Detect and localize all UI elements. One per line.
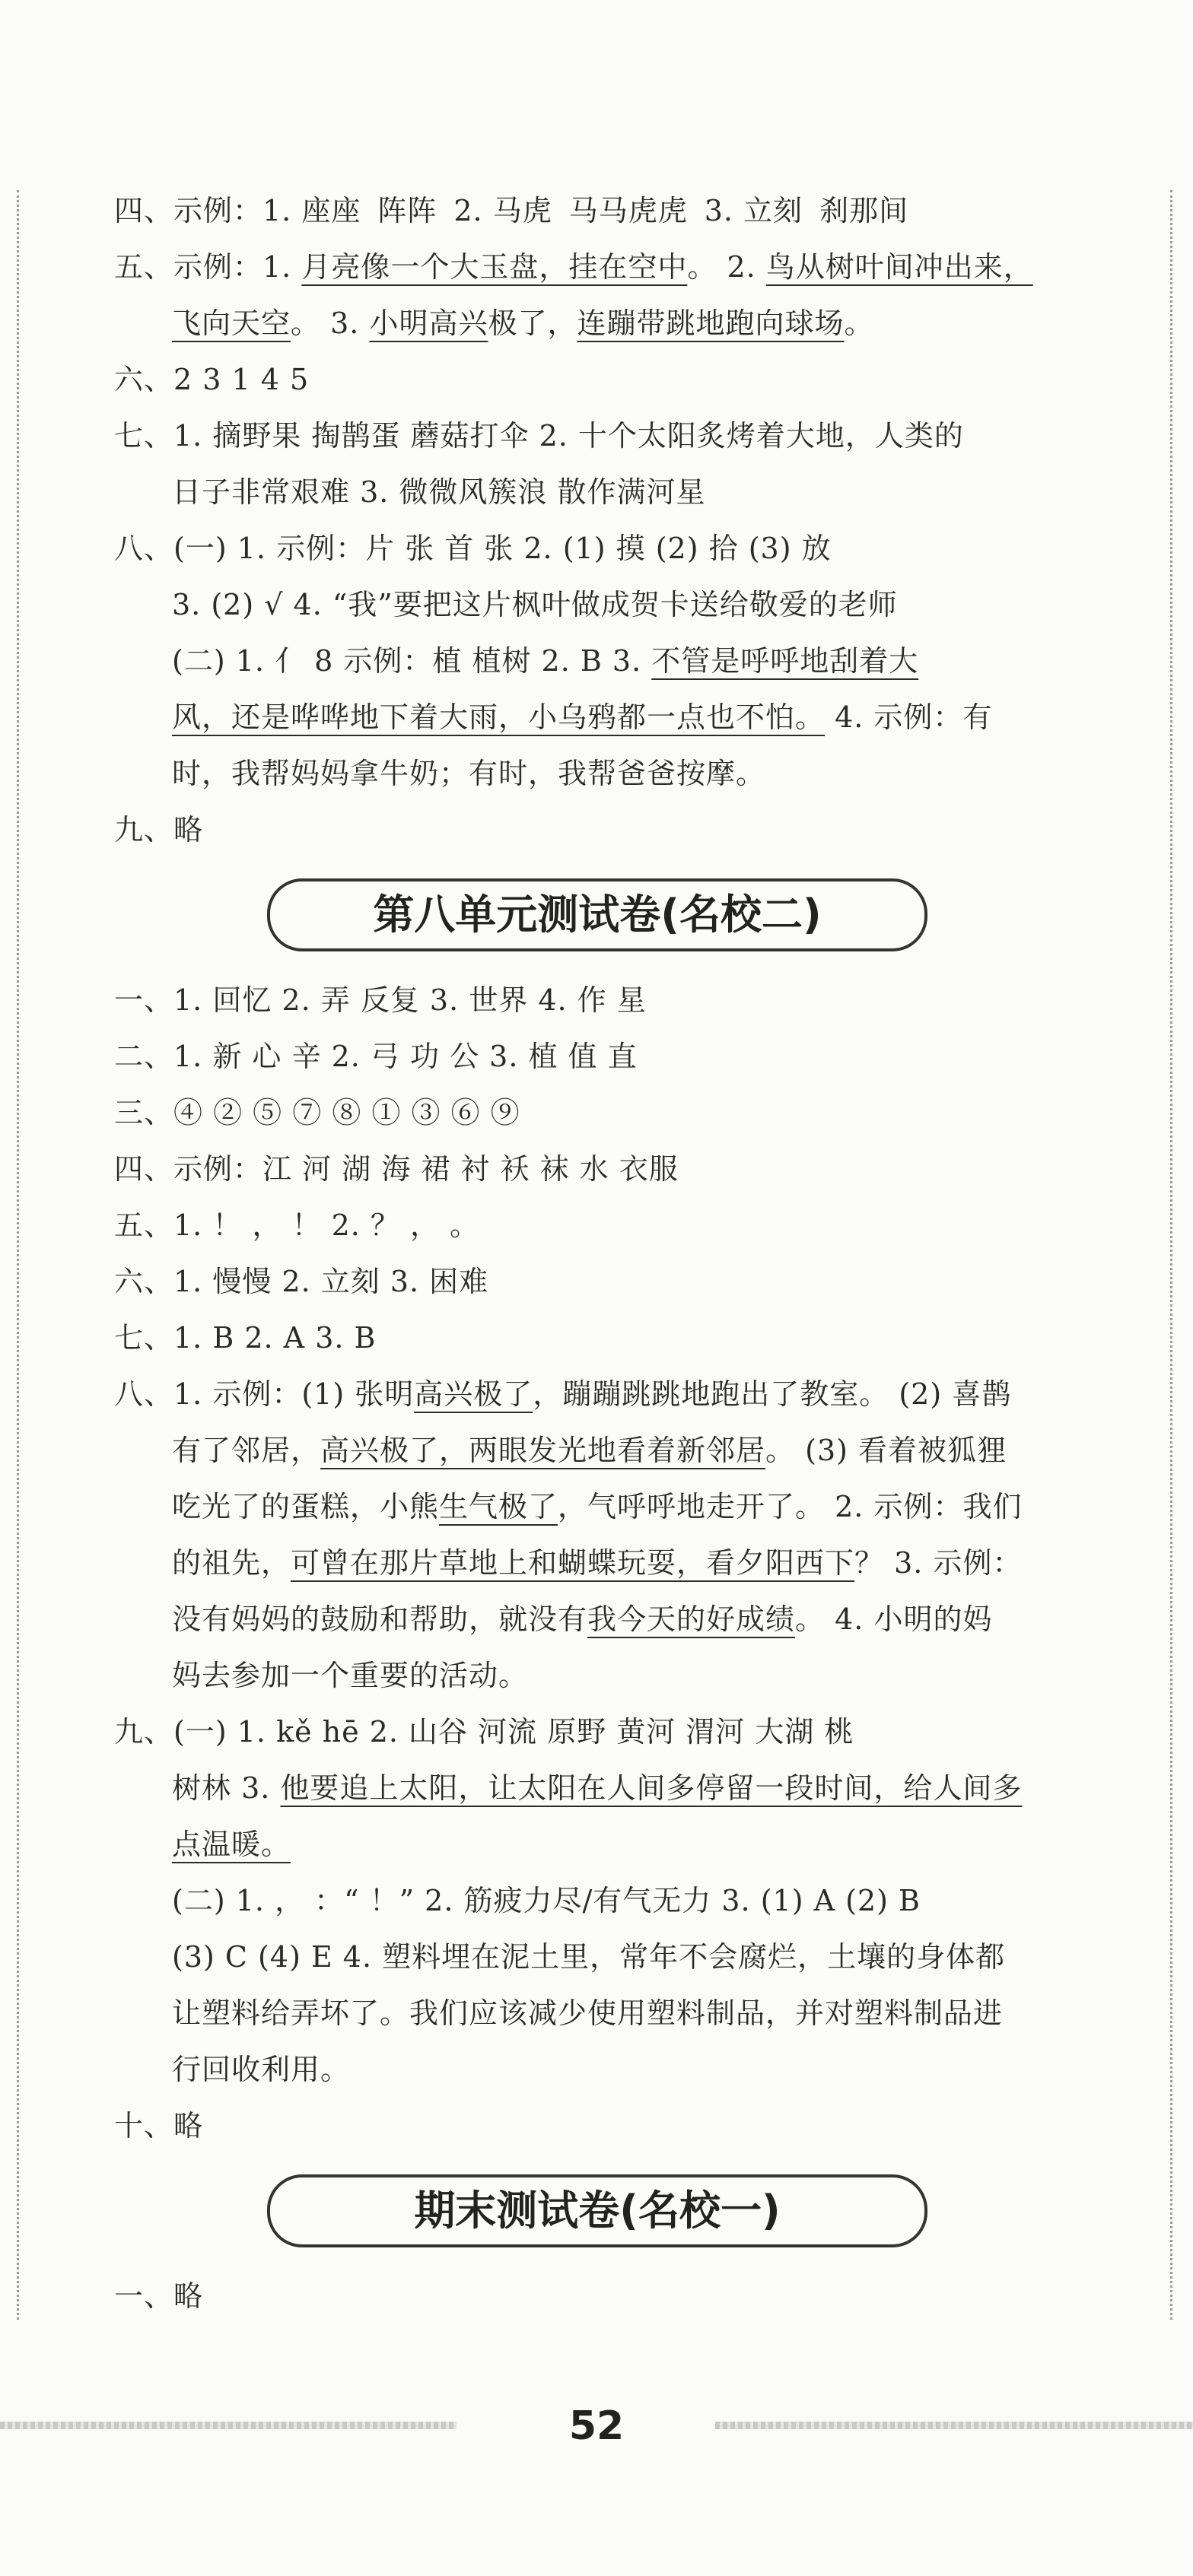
underlined-answer: ，两眼发光地看着新邻居 <box>439 1434 766 1467</box>
answer-line <box>114 1816 1080 1872</box>
underlined-answer: 点温暖。 <box>172 1828 291 1861</box>
underlined-answer: 高兴极了 <box>414 1377 533 1411</box>
answer-line: 六、2 3 1 4 5 <box>114 363 310 396</box>
content <box>114 183 1080 2324</box>
underlined-answer: 他要追上太阳，让太阳在人间多停留一段时间，给人间多 <box>280 1771 1023 1805</box>
underlined-answer: 风，还是哗哗地下着大雨，小乌鸦都一点也不怕。 <box>172 700 826 734</box>
section-title-wrap <box>114 2154 1080 2268</box>
answer-line: 一、1. 回忆 2. 弄 反复 3. 世界 4. 作 星 <box>114 983 647 1017</box>
section-title-wrap <box>114 858 1080 972</box>
section-title: 期末测试卷(名校一) <box>267 2174 927 2247</box>
underlined-answer: 飞向天空 <box>172 307 291 340</box>
answer-line: 时，我帮妈妈拿牛奶；有时，我帮爸爸按摩。 <box>172 757 766 790</box>
page-footer <box>0 2396 1193 2457</box>
answer-line: 二、1. 新 心 辛 2. 弓 功 公 3. 植 值 直 <box>114 1040 638 1073</box>
underlined-answer: 月亮像一个大玉盘，挂在空中 <box>301 250 688 284</box>
answer-line: 风，还是哗哗地下着大雨，小乌鸦都一点也不怕。 4. 示例：有 <box>172 700 993 734</box>
answer-line: 六、1. 慢慢 2. 立刻 3. 困难 <box>114 1265 489 1298</box>
answer-line: 八、1. 示例：(1) 张明高兴极了，蹦蹦跳跳地跑出了教室。 (2) 喜鹊 <box>114 1377 1012 1411</box>
footer-rule-left <box>0 2422 457 2429</box>
underlined-answer: 小明高兴 <box>369 307 488 340</box>
section-title: 第八单元测试卷(名校二) <box>267 878 927 951</box>
answer-line: (二) 1. ， ：“ ！” 2. 筋疲力尽/有气无力 3. (1) A (2) B <box>172 1884 921 1917</box>
underlined-answer: 连蹦带跳地跑向球场 <box>577 307 845 340</box>
answer-line: 四、示例：1. 座座 阵阵 2. 马虎 马马虎虎 3. 立刻 刹那间 <box>114 194 909 227</box>
answer-line: (二) 1. 亻 8 示例：植 植树 2. B 3. 不管是呼呼地刮着大 <box>172 644 919 678</box>
answer-line: 的祖先，可曾在那片草地上和蝴蝶玩耍，看夕阳西下？ 3. 示例： <box>172 1546 1023 1580</box>
answer-line: 三、④ ② ⑤ ⑦ ⑧ ① ③ ⑥ ⑨ <box>114 1096 520 1129</box>
underlined-answer: 鸟从树叶间冲出来， <box>765 250 1033 284</box>
answer-line: 没有妈妈的鼓励和帮助，就没有我今天的好成绩。 4. 小明的妈 <box>172 1602 993 1636</box>
page-number: 52 <box>568 2403 625 2449</box>
answer-line: 让塑料给弄坏了。我们应该减少使用塑料制品，并对塑料制品进 <box>172 1996 1004 2030</box>
answer-line: 树林 3. 他要追上太阳，让太阳在人间多停留一段时间，给人间多 <box>172 1771 1023 1805</box>
right-dotted-margin <box>1170 190 1172 2320</box>
answer-line: 五、1. ！ ， ！ 2. ？ ， 。 <box>114 1209 480 1242</box>
answer-line: 十、略 <box>114 2109 204 2142</box>
answer-line: 妈去参加一个重要的活动。 <box>172 1659 529 1692</box>
underlined-answer: 高兴极了 <box>320 1434 440 1467</box>
answer-line: 七、1. B 2. A 3. B <box>114 1321 377 1355</box>
answer-line: 吃光了的蛋糕，小熊生气极了，气呼呼地走开了。 2. 示例：我们 <box>172 1490 1023 1523</box>
underlined-answer: 我今天的好成绩 <box>587 1602 796 1636</box>
answer-line: 一、略 <box>114 2279 204 2313</box>
answer-line: 行回收利用。 <box>172 2053 351 2086</box>
underlined-answer: 不管是呼呼地刮着大 <box>651 644 919 678</box>
left-dotted-margin <box>17 190 19 2320</box>
answer-line: 四、示例：江 河 湖 海 裙 衬 袄 袜 水 衣服 <box>114 1152 679 1186</box>
answer-line: 七、1. 摘野果 掏鹊蛋 蘑菇打伞 2. 十个太阳炙烤着大地，人类的 <box>114 419 964 453</box>
answer-line: 九、(一) 1. kě hē 2. 山谷 河流 原野 黄河 渭河 大湖 桃 <box>114 1715 854 1749</box>
answer-line: 飞向天空。 3. 小明高兴极了，连蹦带跳地跑向球场。 <box>172 307 874 340</box>
answer-line: (3) C (4) E 4. 塑料埋在泥土里，常年不会腐烂，土壤的身体都 <box>172 1940 1006 1974</box>
answer-line: 九、略 <box>114 813 204 846</box>
underlined-answer: 生气极了 <box>439 1490 558 1523</box>
answer-line: 有了邻居，高兴极了，两眼发光地看着新邻居。 (3) 看着被狐狸 <box>172 1434 1007 1467</box>
underlined-answer: 可曾在那片草地上和蝴蝶玩耍，看夕阳西下 <box>291 1546 855 1580</box>
answer-line: 五、示例：1. 月亮像一个大玉盘，挂在空中。 2. 鸟从树叶间冲出来， <box>114 250 1033 284</box>
footer-rule-right <box>715 2422 1193 2429</box>
answer-line: 3. (2) √ 4. “我”要把这片枫叶做成贺卡送给敬爱的老师 <box>172 588 898 621</box>
answer-line: 八、(一) 1. 示例：片 张 首 张 2. (1) 摸 (2) 拾 (3) 放 <box>114 532 832 565</box>
answer-line: 日子非常艰难 3. 微微风簇浪 散作满河星 <box>172 475 706 509</box>
